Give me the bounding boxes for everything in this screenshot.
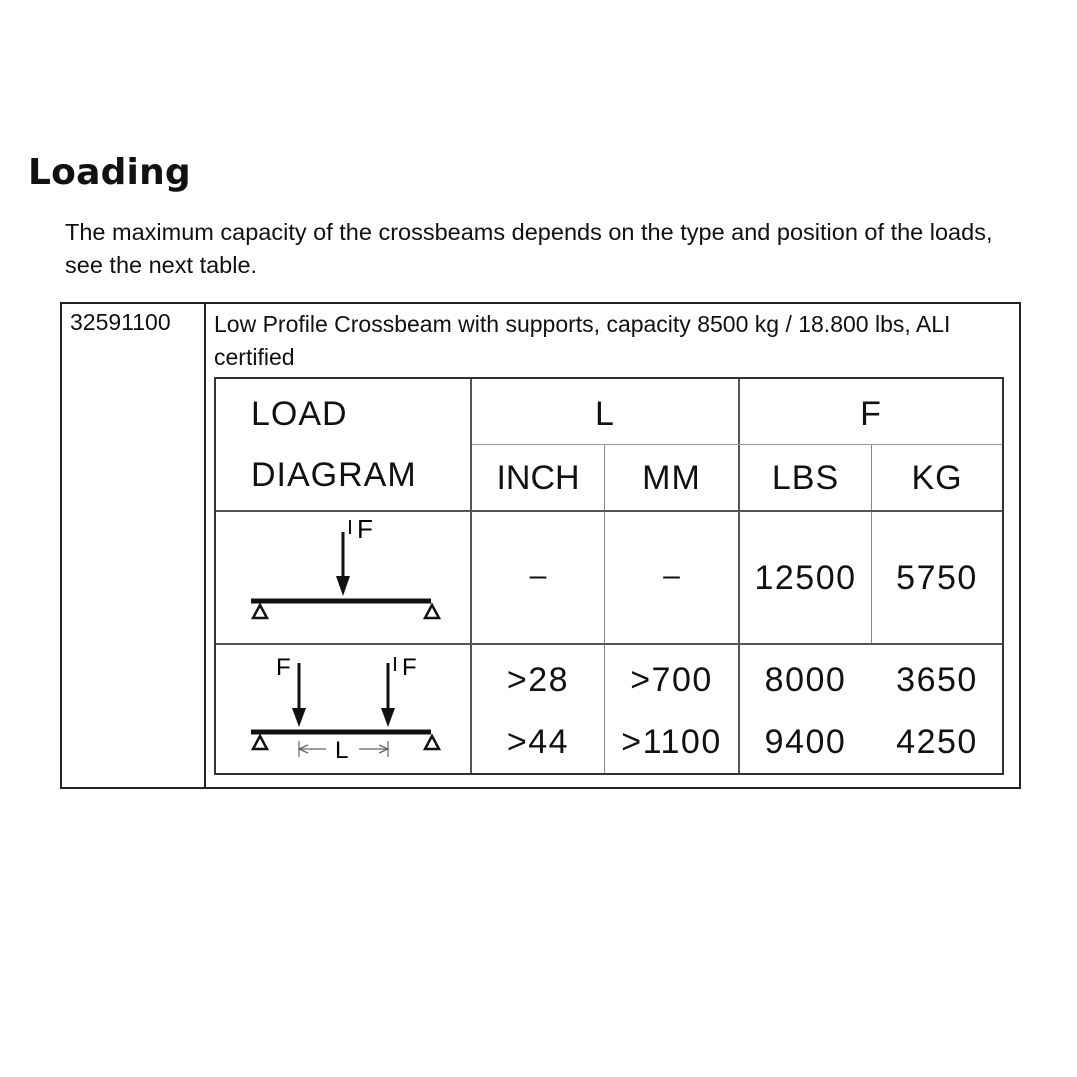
row2-mm: >700 <box>630 661 713 699</box>
header-diagram: DIAGRAM <box>251 456 417 494</box>
single-load-diagram <box>216 512 470 643</box>
force-label-right: F <box>402 654 417 681</box>
header-inch: INCH <box>496 459 580 497</box>
row3-kg: 4250 <box>896 723 978 761</box>
row3-lbs: 9400 <box>764 723 847 761</box>
intro-paragraph: The maximum capacity of the crossbeams depends on the type and position of the loads, see the next table. <box>65 219 993 278</box>
row1-kg: 5750 <box>896 559 978 597</box>
grid-line <box>472 444 1002 445</box>
support-triangle-icon <box>253 736 267 749</box>
arrow-down-icon <box>292 708 306 727</box>
header-kg: KG <box>911 459 963 497</box>
row2-kg: 3650 <box>896 661 978 699</box>
page-title: Loading <box>28 152 191 193</box>
header-l: L <box>595 395 615 433</box>
header-load: LOAD <box>251 395 348 433</box>
header-mm: MM <box>642 459 701 497</box>
arrow-down-icon <box>381 708 395 727</box>
row3-mm: >1100 <box>621 723 722 761</box>
support-triangle-icon <box>425 736 439 749</box>
force-label: F <box>357 514 373 544</box>
two-load-diagram <box>216 645 470 773</box>
row3-inch: >44 <box>506 723 570 761</box>
product-table <box>60 302 1021 789</box>
row1-mm: – <box>663 559 680 592</box>
load-table <box>214 377 1004 775</box>
row1-inch: – <box>529 559 547 592</box>
product-description: Low Profile Crossbeam with supports, capacity 8500 kg / 18.800 lbs, ALI certified <box>214 311 951 370</box>
force-label-left: F <box>276 654 291 681</box>
row2-inch: >28 <box>506 661 570 699</box>
row2-lbs: 8000 <box>764 661 847 699</box>
row1-lbs: 12500 <box>754 559 857 597</box>
support-triangle-icon <box>253 605 267 618</box>
column-divider <box>204 304 206 787</box>
length-label: L <box>335 737 349 764</box>
part-number: 32591100 <box>70 309 171 335</box>
header-lbs: LBS <box>771 459 840 497</box>
support-triangle-icon <box>425 605 439 618</box>
header-f: F <box>860 395 882 433</box>
arrow-down-icon <box>336 576 350 596</box>
